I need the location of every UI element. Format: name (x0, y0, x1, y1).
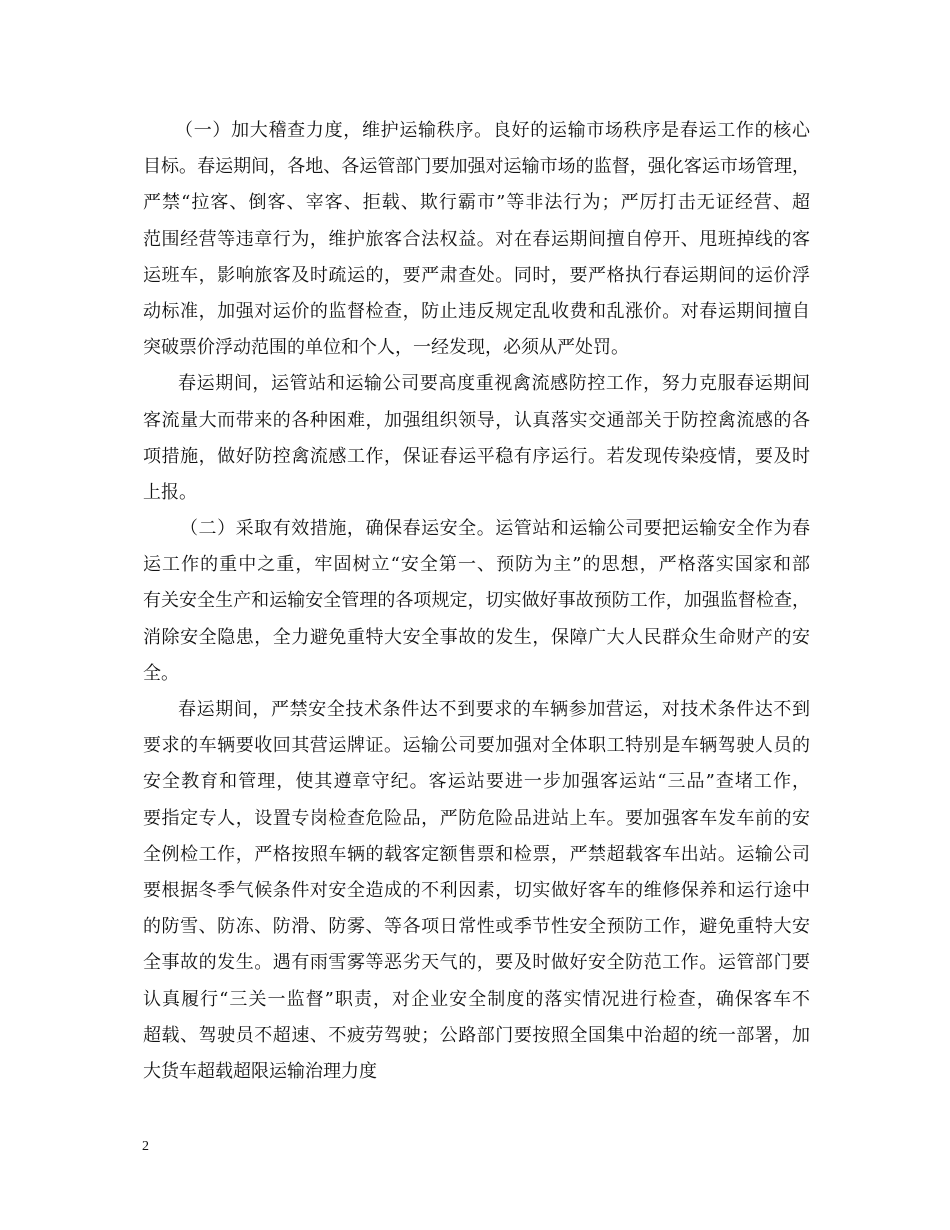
text-line: （一）加大稽查力度，维护运输秩序。良好的运输市场秩序是春运工作的核心 (175, 120, 810, 141)
document-body (143, 113, 810, 1090)
text-line: 突破票价浮动范围的单位和个人，一经发现，必须从严处罚。 (143, 337, 629, 359)
paragraph-2 (143, 366, 810, 511)
text-line: 安全教育和管理，使其遵章守纪。客运站要进一步加强客运站“三品”查堵工作， (143, 771, 810, 793)
text-line: 的防雪、防冻、防滑、防雾、等各项日常性或季节性安全预防工作，避免重特大安 (143, 916, 810, 938)
text-line: 大货车超载超限运输治理力度 (143, 1060, 377, 1082)
text-line: 认真履行“三关一监督”职责，对企业安全制度的落实情况进行检查，确保客车不 (143, 988, 810, 1010)
text-line: 全事故的发生。遇有雨雪雾等恶劣天气的，要及时做好安全防范工作。运管部门要 (143, 952, 810, 974)
text-line: （二）采取有效措施，确保春运安全。运管站和运输公司要把运输安全作为春 (180, 518, 810, 540)
text-line: 全例检工作，严格按照车辆的载客定额售票和检票，严禁超载客车出站。运输公司 (143, 843, 810, 865)
text-line: 有关安全生产和运输安全管理的各项规定，切实做好事故预防工作，加强监督检查， (143, 590, 810, 612)
page-number: 2 (142, 1139, 149, 1154)
text-line: 目标。春运期间，各地、各运管部门要加强对运输市场的监督，强化客运市场管理， (143, 156, 810, 178)
text-line: 春运期间，运管站和运输公司要高度重视禽流感防控工作，努力克服春运期间 (178, 373, 810, 395)
text-line: 运班车，影响旅客及时疏运的，要严肃查处。同时，要严格执行春运期间的运价浮 (143, 264, 810, 286)
paragraph-1 (143, 113, 810, 366)
text-line: 春运期间，严禁安全技术条件达不到要求的车辆参加营运，对技术条件达不到 (178, 699, 810, 720)
paragraph-3 (143, 511, 810, 692)
text-line: 消除安全隐患，全力避免重特大安全事故的发生，保障广大人民群众生命财产的安 (143, 626, 810, 648)
text-line: 要根据冬季气候条件对安全造成的不利因素，切实做好客车的维修保养和运行途中 (143, 879, 810, 901)
text-line: 严禁“拉客、倒客、宰客、拒载、欺行霸市”等非法行为；严厉打击无证经营、超 (143, 192, 810, 214)
text-line: 全。 (143, 662, 179, 684)
paragraph-4 (143, 692, 810, 1090)
text-line: 运工作的重中之重，牢固树立“安全第一、预防为主”的思想，严格落实国家和部 (143, 554, 810, 576)
text-line: 范围经营等违章行为，维护旅客合法权益。对在春运期间擅自停开、甩班掉线的客 (143, 228, 810, 250)
text-line: 要求的车辆要收回其营运牌证。运输公司要加强对全体职工特别是车辆驾驶人员的 (143, 735, 810, 757)
text-line: 项措施，做好防控禽流感工作，保证春运平稳有序运行。若发现传染疫情，要及时 (143, 445, 810, 467)
text-line: 要指定专人，设置专岗检查危险品，严防危险品进站上车。要加强客车发车前的安 (143, 807, 810, 829)
text-line: 客流量大而带来的各种困难，加强组织领导，认真落实交通部关于防控禽流感的各 (143, 409, 810, 431)
text-line: 动标准，加强对运价的监督检查，防止违反规定乱收费和乱涨价。对春运期间擅自 (143, 300, 810, 322)
text-line: 上报。 (143, 481, 197, 503)
text-line: 超载、驾驶员不超速、不疲劳驾驶；公路部门要按照全国集中治超的统一部署，加 (143, 1024, 810, 1046)
